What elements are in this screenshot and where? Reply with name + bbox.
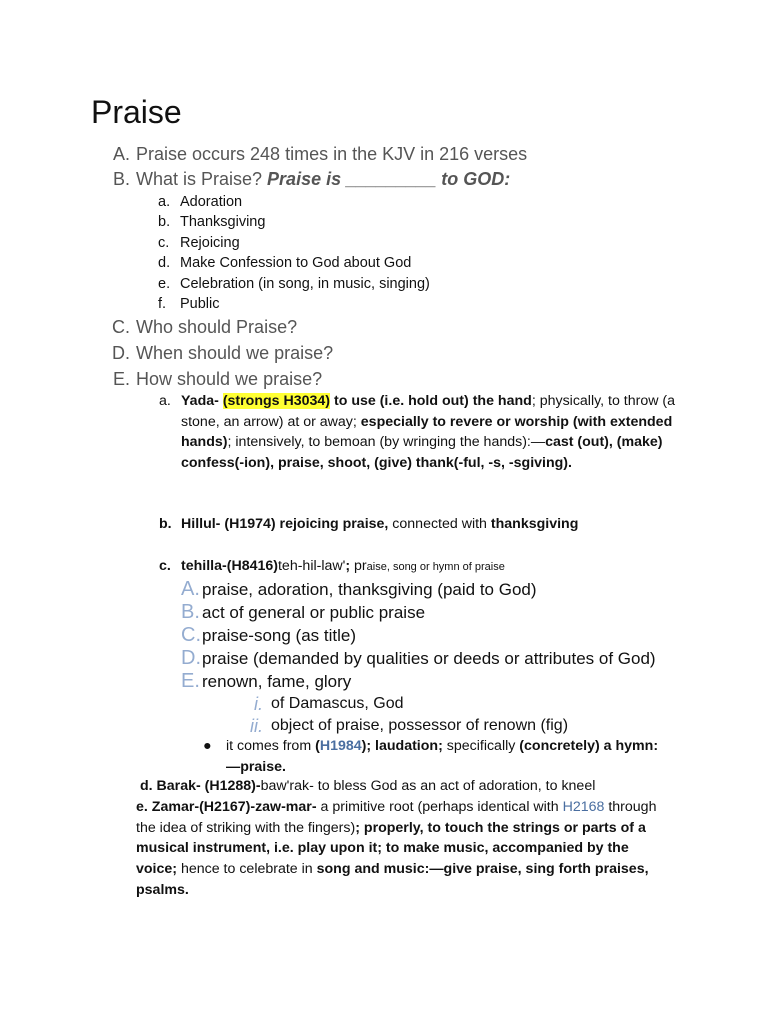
tehilla-meaning: C.praise-song (as title) xyxy=(181,624,357,646)
barak-paragraph: d. Barak- (H1288)-baw'rak- to bless God as an act of adoration, to kneel xyxy=(140,778,596,794)
tehilla-meaning: B. act of general or public praise xyxy=(181,601,426,623)
page-title: Praise xyxy=(91,94,182,130)
h2168-link[interactable]: H2168 xyxy=(562,799,605,815)
what-is-item: c. Rejoicing xyxy=(158,235,240,251)
renown-item: i. of Damascus, God xyxy=(254,694,404,714)
what-is-item: f. Public xyxy=(158,296,220,312)
what-is-item: a. Adoration xyxy=(158,194,243,210)
strongs-highlight: (strongs H3034) xyxy=(222,393,331,409)
praise-is-blank: Praise is _________ to GOD: xyxy=(267,169,511,189)
outline-item-e: E. How should we praise? xyxy=(112,369,323,389)
bullet-dot-icon: ● xyxy=(203,738,212,754)
outline-item-d: D. When should we praise? xyxy=(112,343,334,363)
tehilla-meaning: D.praise (demanded by qualities or deeds or attributes of God) xyxy=(181,647,656,669)
hillul-paragraph: b. Hillul- (H1974) rejoicing praise, connected with thanksgiving xyxy=(159,516,579,532)
yada-paragraph: a. Yada- (strongs H3034) to use (i.e. hold out) the hand; physically, to throw (a stone, an arrow) at or away; especially to revere or worship (with extended hands); intensively, to bemoan (by wringing the hands):—cast (out), (make) confess(-ion), praise, shoot, (give) thank(-ful, -s, -sgiving). xyxy=(159,393,676,472)
outline-item-c: C. Who should Praise? xyxy=(112,317,298,337)
outline-item-a: A. Praise occurs 248 times in the KJV in 216 verses xyxy=(112,144,528,164)
outline-item-b: B. What is Praise? Praise is _________ to GOD: xyxy=(112,169,511,189)
what-is-item: e. Celebration (in song, in music, singing) xyxy=(158,276,430,292)
tehilla-meaning: E. renown, fame, glory xyxy=(181,670,352,692)
what-is-item: d. Make Confession to God about God xyxy=(158,255,412,271)
what-is-item: b. Thanksgiving xyxy=(158,214,266,230)
tehilla-meaning: A. praise, adoration, thanksgiving (paid to God) xyxy=(181,578,537,600)
tehilla-bullet: ● it comes from (H1984); laudation; specifically (concretely) a hymn:—praise. xyxy=(203,738,659,775)
tehilla-paragraph: c. tehilla-(H8416)teh-hil-law'; praise, song or hymn of praise xyxy=(159,558,505,574)
zamar-paragraph: e. Zamar-(H2167)-zaw-mar- a primitive root (perhaps identical with H2168 through the idea of striking with the fingers); properly, to touch the strings or parts of a musical instrument, i.e. play upon it; to make music, accompanied by the voice; hence to celebrate in song and music:—give praise, sing forth praises, psalms. xyxy=(136,799,657,898)
h1984-link[interactable]: H1984 xyxy=(319,738,362,754)
renown-item: ii. object of praise, possessor of renown (fig) xyxy=(250,716,569,736)
